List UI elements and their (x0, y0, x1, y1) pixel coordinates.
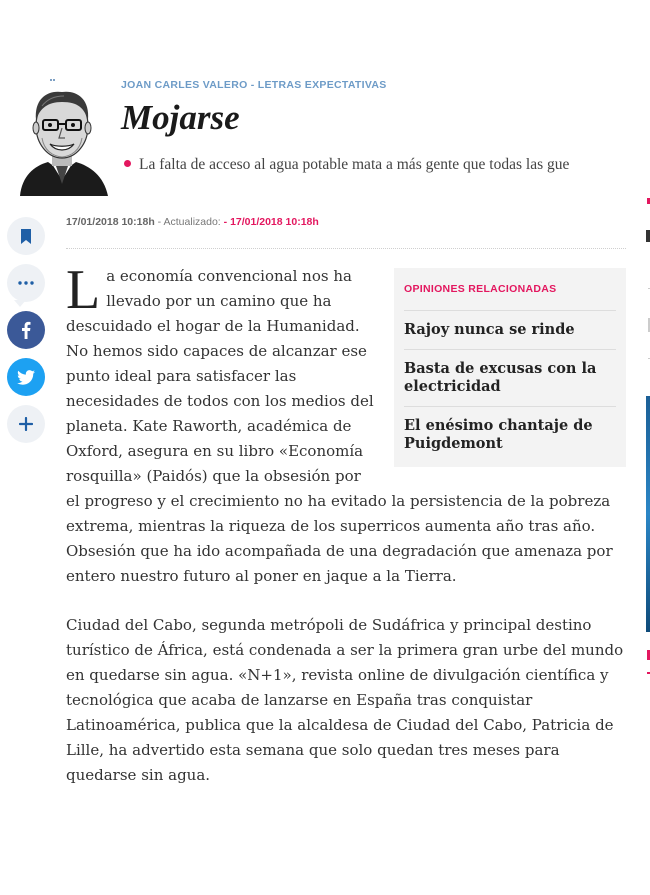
subtitle-text: La falta de acceso al agua potable mata a más gente que todas las gue (139, 156, 570, 173)
related-link[interactable]: Rajoy nunca se rinde (404, 311, 616, 350)
more-button[interactable] (7, 264, 45, 302)
bookmark-icon (20, 229, 32, 244)
article-meta (66, 216, 319, 228)
article-subtitle (124, 156, 650, 174)
published-date: 17/01/2018 10:18h (66, 216, 155, 228)
bullet-dot (124, 160, 131, 167)
facebook-share-button[interactable] (7, 311, 45, 349)
drop-cap: L (66, 259, 101, 321)
related-link[interactable]: Basta de excusas con la electricidad (404, 350, 616, 407)
author-avatar (12, 80, 112, 196)
updated-label: Actualizado: (163, 216, 221, 228)
bookmark-button[interactable] (7, 217, 45, 255)
related-opinions-box (394, 268, 626, 467)
more-icon (18, 281, 34, 285)
updated-date: 17/01/2018 10:18h (230, 216, 319, 228)
article-body (66, 259, 626, 812)
page-title: Mojarse (121, 98, 240, 137)
right-sidebar-edge (645, 190, 650, 890)
paragraph: Ciudad del Cabo, segunda metrópoli de Sudáfrica y principal destino turístico de África, está condenada a ser la primera gran urbe del mundo en quedarse sin agua. «N+1», revista online de divulgación científica y tecnológica que acaba de lanzarse en España tras conquistar Latinoamérica, publica que la alcaldesa de Ciudad del Cabo, Patricia de Lille, ha advertido esta semana que solo quedan tres meses para quedarse sin agua. (66, 616, 624, 784)
rail-heading (646, 230, 650, 242)
facebook-icon (21, 321, 31, 339)
more-button-tail (14, 300, 26, 307)
updated-prefix: - (223, 216, 228, 228)
paragraph-text: a economía convencional nos ha llevado por un camino que ha descuidado el hogar de la Humanidad. No hemos sido capaces de alcanzar ese punto ideal para satisfacer las necesidades de todos con los medios del planeta. Kate Raworth, académica de Oxford, asegura en su libro «Economía rosquilla» (Paidós) que la obsesión por el progreso y el crecimiento no ha evitado la persistencia de la pobreza extrema, mientras la riqueza de los superricos aumenta año tras año. Obsesión que ha ido acompañada de una degradación que amenaza por entero nuestro futuro al poner en jaque a la Tierra. (66, 267, 613, 585)
related-title: OPINIONES RELACIONADAS (404, 275, 616, 311)
twitter-icon (17, 370, 35, 385)
twitter-share-button[interactable] (7, 358, 45, 396)
related-link[interactable]: El enésimo chantaje de Puigdemont (404, 417, 593, 452)
meta-separator: - (157, 216, 162, 228)
plus-icon (19, 417, 33, 431)
add-more-button[interactable] (7, 405, 45, 443)
author-byline[interactable]: JOAN CARLES VALERO - LETRAS EXPECTATIVAS (121, 79, 387, 91)
social-share-bar (7, 217, 45, 452)
meta-divider (66, 248, 626, 249)
rail-image[interactable] (646, 396, 650, 632)
corner-mark (50, 66, 58, 69)
